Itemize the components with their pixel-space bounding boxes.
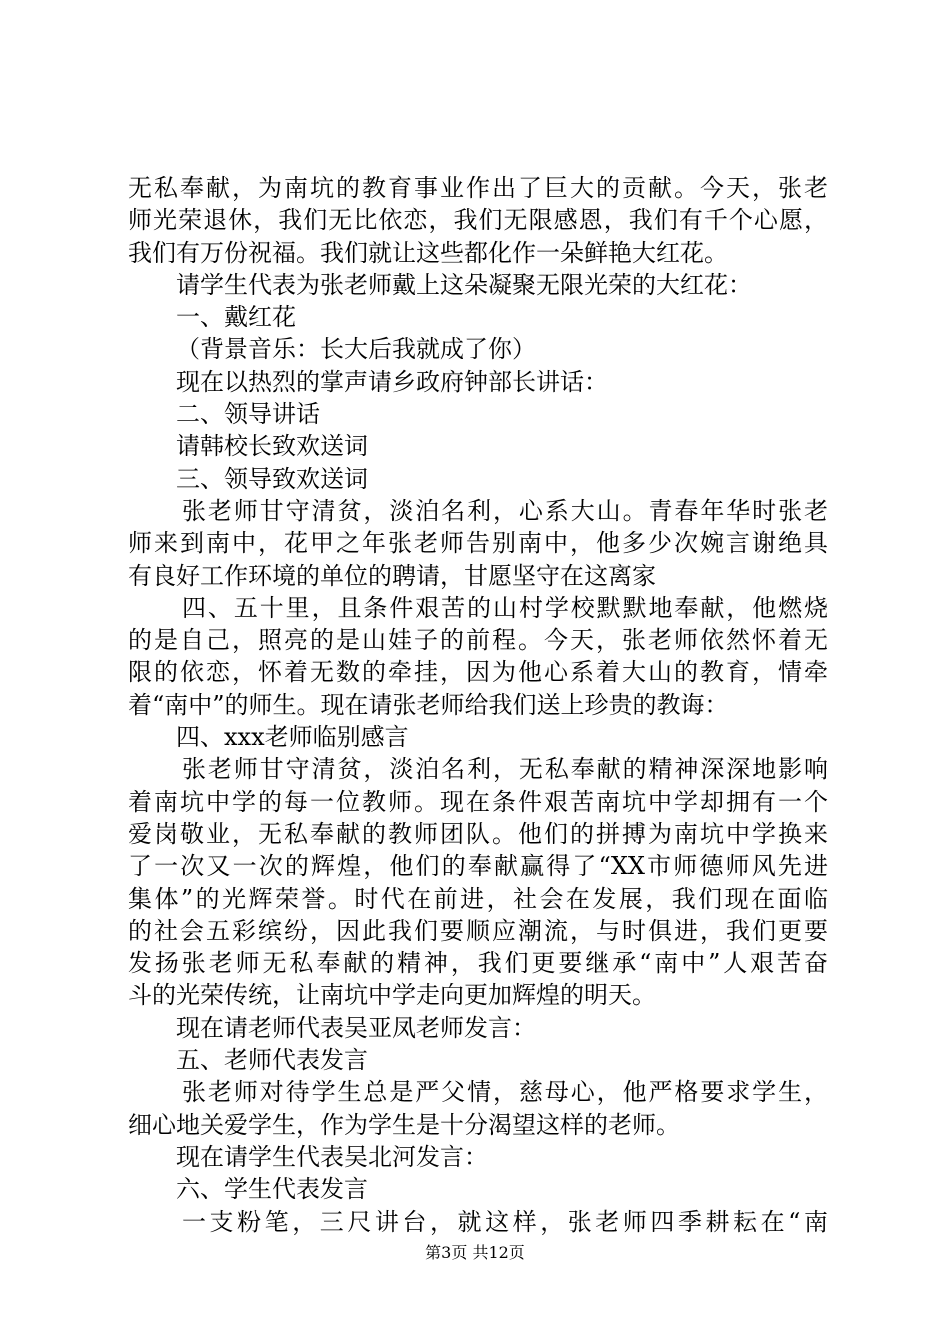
text-line-13: 有良好工作环境的单位的聘请，甘愿坚守在这离家 [128, 561, 656, 590]
text-line-31: 现在请学生代表吴北河发言： [176, 1142, 488, 1171]
section-heading-3: 三、领导致欢送词 [176, 464, 368, 493]
text-line-30: 细心地关爱学生，作为学生是十分渴望这样的老师。 [128, 1110, 680, 1139]
section-heading-2: 二、领导讲话 [176, 400, 320, 429]
text-line-1: 无私奉献，为南坑的教育事业作出了巨大的贡献。今天，张老 [128, 174, 828, 202]
document-body [128, 172, 828, 1238]
text-line-16: 限的依恋，怀着无数的牵挂，因为他心系着大山的教育，情牵 [128, 658, 828, 687]
text-line-17: 着“南中”的师生。现在请张老师给我们送上珍贵的教诲： [128, 690, 729, 719]
text-line-29: 张老师对待学生总是严父情，慈母心，他严格要求学生， [182, 1078, 828, 1107]
page-footer: 第3页 共12页 [425, 1243, 525, 1262]
text-line-33: 一支粉笔，三尺讲台，就这样，张老师四季耕耘在“南 [182, 1207, 828, 1236]
text-line-3: 我们有万份祝福。我们就让这些都化作一朵鲜艳大红花。 [128, 238, 728, 267]
text-line-26: 斗的光荣传统，让南坑中学走向更加辉煌的明天。 [128, 981, 656, 1010]
section-heading-1: 一、戴红花 [176, 303, 296, 332]
text-line-15: 的是自己，照亮的是山娃子的前程。今天，张老师依然怀着无 [128, 626, 828, 655]
text-line-7: 现在以热烈的掌声请乡政府钟部长讲话： [176, 367, 608, 396]
text-line-21: 爱岗敬业，无私奉献的教师团队。他们的拼搏为南坑中学换来 [128, 819, 828, 848]
text-line-9: 请韩校长致欢送词 [176, 432, 368, 461]
section-heading-6: 六、学生代表发言 [176, 1175, 368, 1204]
text-line-19: 张老师甘守清贫，淡泊名利，无私奉献的精神深深地影响 [182, 755, 828, 784]
section-heading-5: 五、老师代表发言 [176, 1046, 368, 1075]
text-line-23: 集体”的光辉荣誉。时代在前进，社会在发展，我们现在面临 [128, 884, 828, 913]
text-line-6: （背景音乐：长大后我就成了你） [176, 335, 536, 364]
text-line-2: 师光荣退休，我们无比依恋，我们无限感恩，我们有千个心愿， [128, 206, 828, 235]
section-heading-4: 四、xxx老师临别感言 [176, 723, 409, 752]
text-line-20: 着南坑中学的每一位教师。现在条件艰苦南坑中学却拥有一个 [128, 787, 828, 816]
text-line-14: 四、五十里，且条件艰苦的山村学校默默地奉献，他燃烧 [182, 593, 828, 622]
text-line-11: 张老师甘守清贫，淡泊名利，心系大山。青春年华时张老 [182, 496, 828, 525]
text-line-4: 请学生代表为张老师戴上这朵凝聚无限光荣的大红花： [176, 270, 752, 299]
text-line-22: 了一次又一次的辉煌，他们的奉献赢得了“XX市师德师风先进 [128, 852, 828, 881]
text-line-12: 师来到南中，花甲之年张老师告别南中，他多少次婉言谢绝具 [128, 529, 828, 558]
text-line-24: 的社会五彩缤纷，因此我们要顺应潮流，与时俱进，我们更要 [128, 916, 828, 945]
text-line-27: 现在请老师代表吴亚凤老师发言： [176, 1013, 536, 1042]
text-line-25: 发扬张老师无私奉献的精神，我们更要继承“南中”人艰苦奋 [128, 949, 828, 978]
